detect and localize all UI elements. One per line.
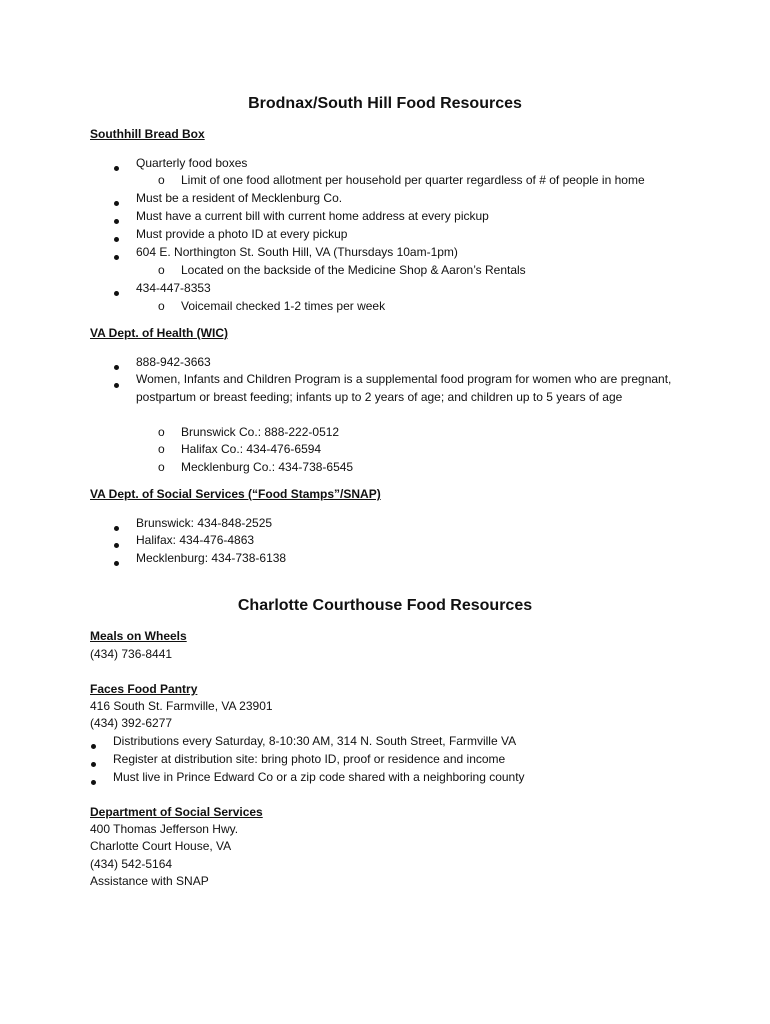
list-item: Brunswick: 434-848-2525 <box>136 516 273 530</box>
sub-bullet-icon: o <box>158 263 165 277</box>
section-heading-faces: Faces Food Pantry <box>90 682 198 696</box>
phone-number: (434) 392-6277 <box>90 716 173 730</box>
sub-bullet-icon: o <box>158 173 165 187</box>
list-item: Quarterly food boxes <box>136 156 248 170</box>
sub-bullet-icon: o <box>158 442 165 456</box>
sub-list-item: Halifax Co.: 434-476-6594 <box>181 442 322 456</box>
section-heading-wic: VA Dept. of Health (WIC) <box>90 326 228 340</box>
sub-list-item: Located on the backside of the Medicine Shop & Aaron’s Rentals <box>181 263 526 277</box>
sub-bullet-icon: o <box>158 425 165 439</box>
page-title: Brodnax/South Hill Food Resources <box>248 95 522 112</box>
list-item: Register at distribution site: bring photo ID, proof or residence and income <box>113 752 506 766</box>
address-line: Charlotte Court House, VA <box>90 839 232 853</box>
list-item: Must live in Prince Edward Co or a zip code shared with a neighboring county <box>113 770 525 784</box>
list-item: 604 E. Northington St. South Hill, VA (Thursdays 10am-1pm) <box>136 245 458 259</box>
bullet-icon <box>114 249 119 263</box>
section-title-charlotte: Charlotte Courthouse Food Resources <box>237 597 533 614</box>
list-item: Must have a current bill with current home address at every pickup <box>136 209 489 223</box>
list-item: Women, Infants and Children Program is a supplemental food program for women who are pregnant, postpartum or breast feeding; infants up to 2 years of age; and children up to 5 years of age <box>136 372 672 404</box>
list-item: 434-447-8353 <box>136 281 211 295</box>
bullet-icon <box>114 231 119 245</box>
list-item: Mecklenburg: 434-738-6138 <box>136 551 287 565</box>
bullet-icon <box>91 756 96 770</box>
list-item: Distributions every Saturday, 8-10:30 AM, 314 N. South Street, Farmville VA <box>113 734 517 748</box>
bullet-icon <box>114 520 119 534</box>
bullet-icon <box>91 738 96 752</box>
list-item: Must provide a photo ID at every pickup <box>136 227 348 241</box>
bullet-icon <box>114 377 119 391</box>
section-heading-charlotte-dss: Department of Social Services <box>90 805 263 819</box>
list-item: Halifax: 434-476-4863 <box>136 533 255 547</box>
phone-number: (434) 736-8441 <box>90 647 173 661</box>
sub-bullet-icon: o <box>158 299 165 313</box>
section-heading-meals: Meals on Wheels <box>90 629 187 643</box>
bullet-icon <box>114 213 119 227</box>
bullet-icon <box>114 160 119 174</box>
note: Assistance with SNAP <box>90 874 209 888</box>
sub-list-item: Brunswick Co.: 888-222-0512 <box>181 425 340 439</box>
list-item: Must be a resident of Mecklenburg Co. <box>136 191 343 205</box>
section-heading-dss: VA Dept. of Social Services (“Food Stamps”/SNAP) <box>90 487 381 501</box>
list-item: 888-942-3663 <box>136 355 211 369</box>
bullet-icon <box>114 555 119 569</box>
bullet-icon <box>114 537 119 551</box>
bullet-icon <box>91 774 96 788</box>
bullet-icon <box>114 359 119 373</box>
sub-list-item: Mecklenburg Co.: 434-738-6545 <box>181 460 354 474</box>
sub-bullet-icon: o <box>158 460 165 474</box>
bullet-icon <box>114 285 119 299</box>
sub-list-item: Limit of one food allotment per household per quarter regardless of # of people in home <box>181 173 645 187</box>
bullet-icon <box>114 195 119 209</box>
phone-number: (434) 542-5164 <box>90 857 173 871</box>
address: 416 South St. Farmville, VA 23901 <box>90 699 273 713</box>
section-heading-bread-box: Southhill Bread Box <box>90 127 205 141</box>
sub-list-item: Voicemail checked 1-2 times per week <box>181 299 386 313</box>
address-line: 400 Thomas Jefferson Hwy. <box>90 822 239 836</box>
